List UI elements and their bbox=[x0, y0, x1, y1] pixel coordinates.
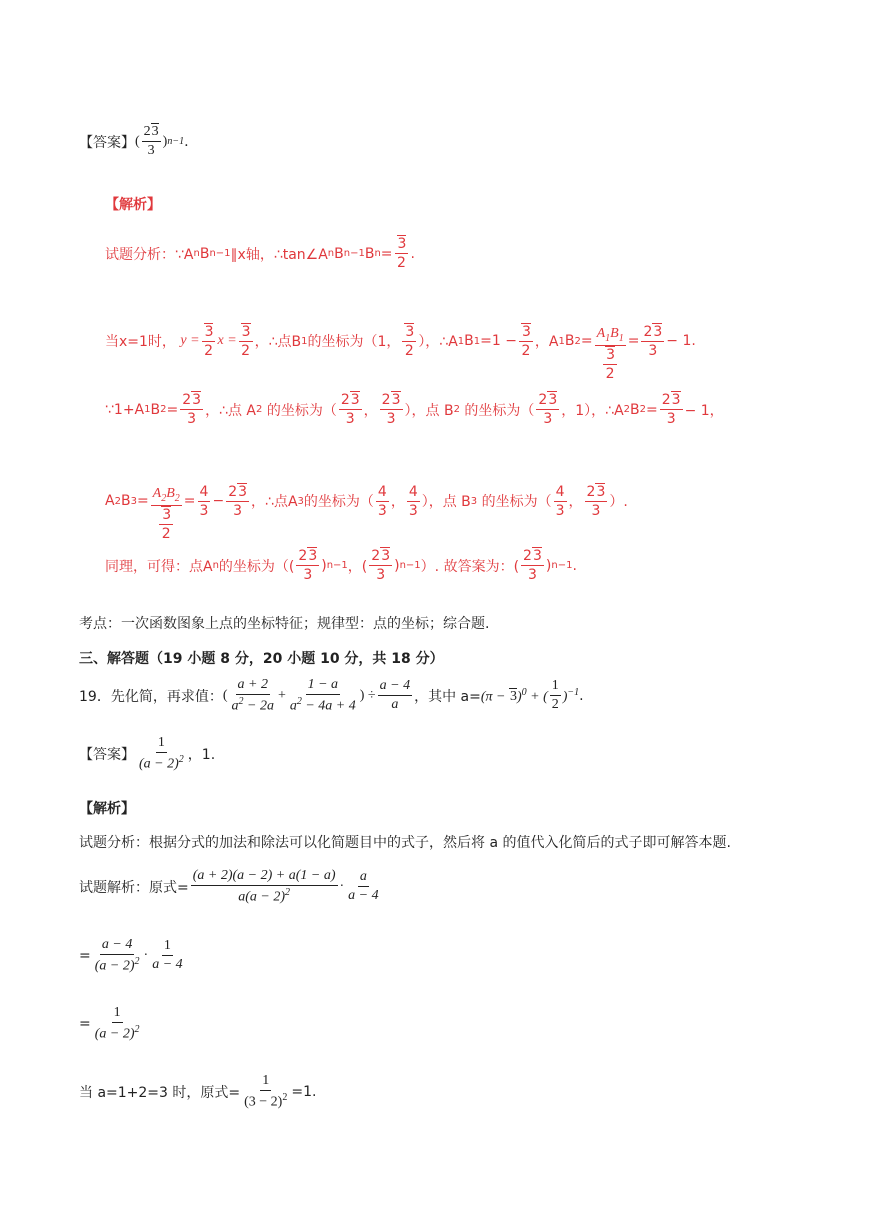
analysis-label: 【解析】 bbox=[105, 197, 161, 213]
kaodian: 考点：一次函数图象上点的坐标特征；规律型：点的坐标；综合题. bbox=[79, 616, 490, 632]
analysis-line-4: A 2 B 3 = $\frac{A_2B_2}{\frac{3}{2}}$ = $\frac{4}{3}$ − $\frac{23}{3}$ ，∴点A 3 的坐标为（ $\frac{4}{3}$ ， $\frac{4}{3}$ ），点 B 3 的坐标为（ $\frac{4}{3}$ ， $\frac{23}{3}$ ）. bbox=[105, 483, 628, 543]
answer-19: 【答案】 $\frac{1}{(a - 2)^2}$ ，1. bbox=[79, 735, 216, 772]
analysis-line-2: 当x=1时， y = $\frac{3}{2}$ x = $\frac{3}{2}$ ，∴点B 1 的坐标为（1， $\frac{3}{2}$ ），∴A 1 B 1 =1 − $\frac{3}{2}$ ，A 1 B 2 = $\frac{A_1B_1}{\frac{3}{2}}$ = $\frac{23}{3}$ − 1. bbox=[105, 323, 696, 383]
analysis-line-1: 试题分析：∵A n B n−1 ∥x轴，∴tan∠A n B n−1 B n = $\frac{3}{2}$ . bbox=[105, 236, 415, 272]
solution-final: 当 a=1+2=3 时，原式= $\frac{1}{(3 - 2)^2}$ =1. bbox=[79, 1073, 317, 1110]
question-19: 19．先化简，再求值： ( $\frac{a + 2}{a^2 - 2a}$ + $\frac{1 - a}{a^2 - 4a + 4}$ ) ÷ $\frac{a - 4}{a}$ ，其中 a= $(\pi - 3)^0$ + ( $\frac{1}{2}$ )$^{-1}$ . bbox=[79, 677, 584, 714]
solution-step-1: 试题解析：原式= $\frac{(a + 2)(a - 2) + a(1 - a)}{a(a - 2)^2}$ · $\frac{a}{a - 4}$ bbox=[79, 868, 379, 905]
analysis-line-3: ∵1+A 1 B 2 = $\frac{23}{3}$ ，∴点 A 2 的坐标为（ $\frac{23}{3}$ ， $\frac{23}{3}$ ），点 B 2 的坐标为（ $\frac{23}{3}$ ，1），∴A 2 B 2 = $\frac{23}{3}$ − 1， bbox=[105, 392, 724, 428]
solution-step-2: = $\frac{a - 4}{(a - 2)^2}$ · $\frac{1}{a - 4}$ bbox=[79, 937, 183, 974]
analysis-19-label: 【解析】 bbox=[79, 801, 135, 817]
section-3-heading: 三、解答题（19 小题 8 分，20 小题 10 分，共 18 分） bbox=[79, 651, 444, 667]
answer-label: 【答案】 bbox=[79, 134, 135, 151]
analysis-19-text: 试题分析：根据分式的加法和除法可以化简题目中的式子，然后将 a 的值代入化简后的式子即可解答本题. bbox=[79, 835, 731, 851]
solution-step-3: = $\frac{1}{(a - 2)^2}$ bbox=[79, 1005, 140, 1042]
answer-18: 【答案】 ( $\frac{23}{3}$ ) n−1 . bbox=[79, 124, 189, 159]
analysis-line-5: 同理，可得：点A n 的坐标为（( $\frac{23}{3}$ ) n−1 ，( $\frac{23}{3}$ ) n−1 ）. 故答案为：( $\frac{23}{3}$ ) n−1 . bbox=[105, 548, 577, 584]
